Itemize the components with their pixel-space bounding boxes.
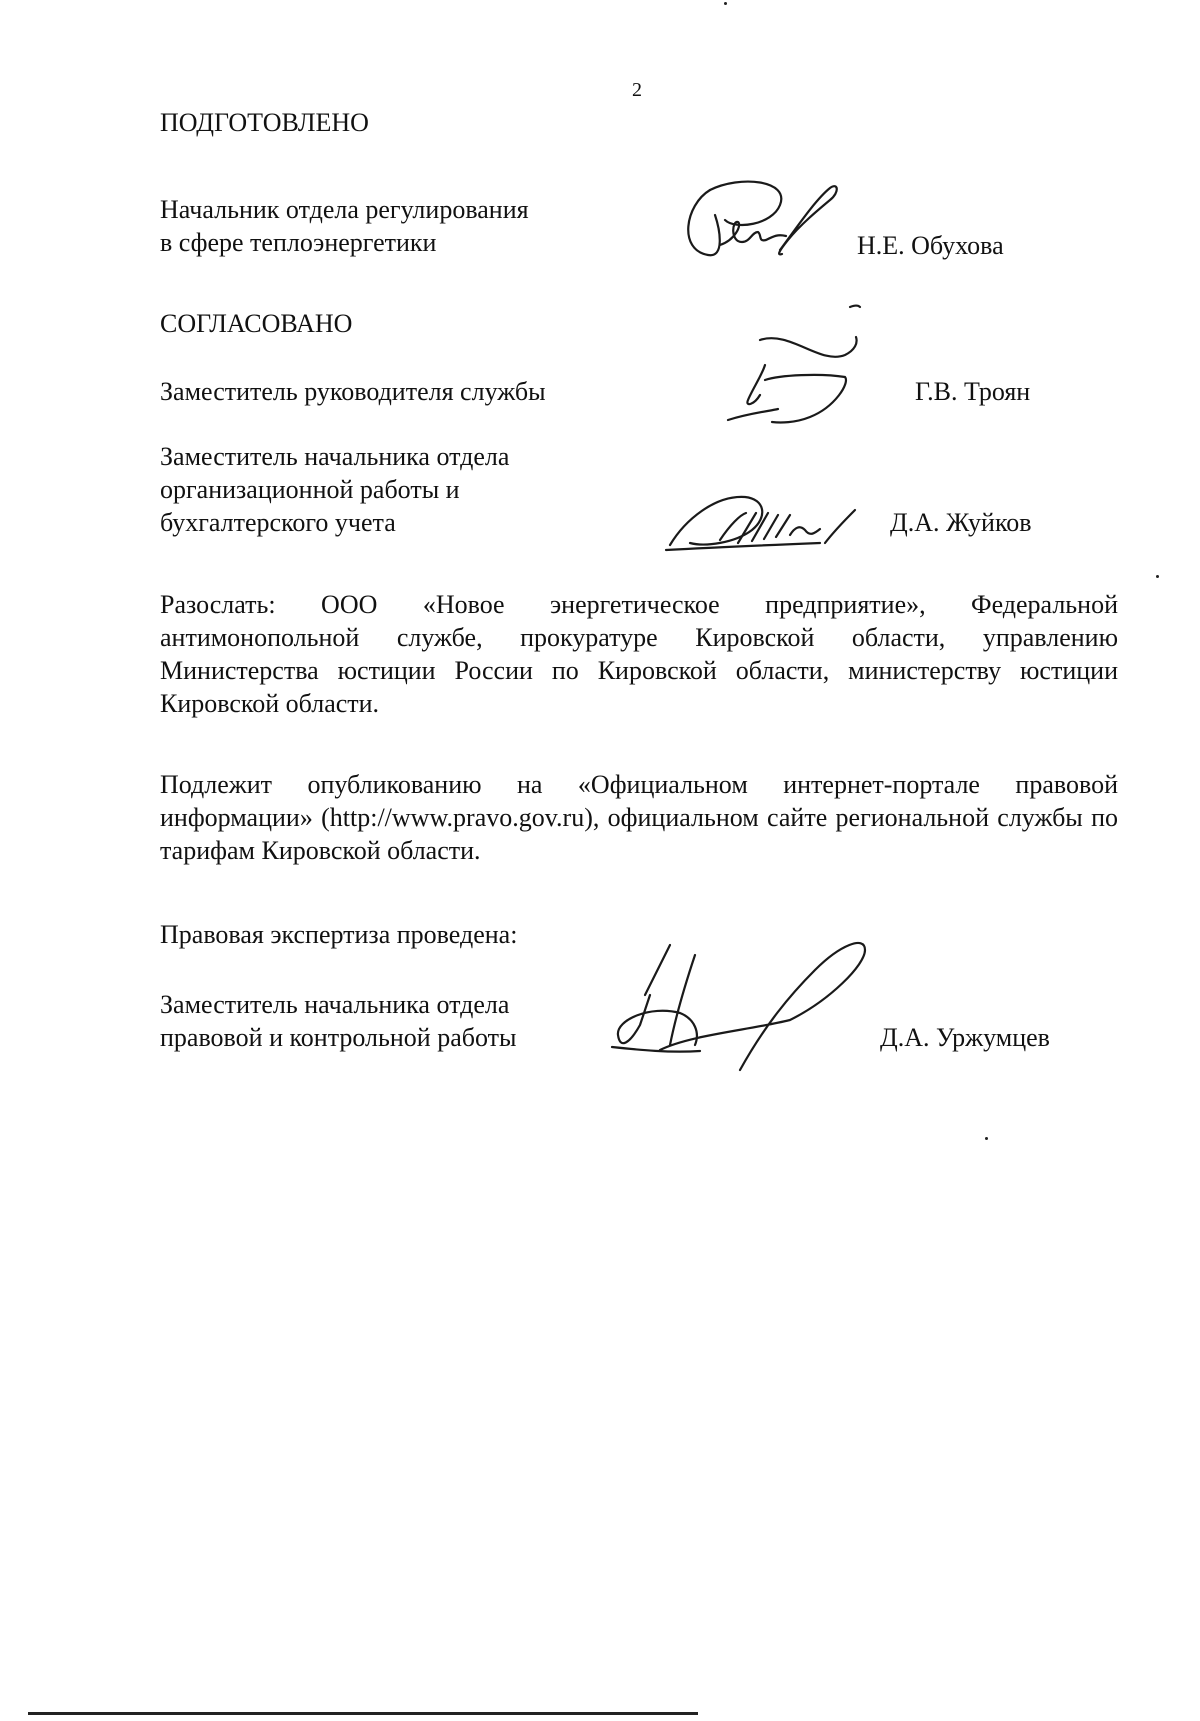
- scan-bottom-edge-line: [28, 1712, 698, 1715]
- legal-review-heading: Правовая экспертиза проведена:: [160, 920, 518, 949]
- prepared-name: Н.Е. Обухова: [857, 231, 1004, 260]
- agreed-signer-1-name: Г.В. Троян: [915, 377, 1031, 406]
- publication-paragraph: Подлежит опубликованию на «Официальном интернет-портале правовой информации» (http://www.pravo.gov.ru), официальном сайте региональной службы по тарифам Кировской области.: [160, 770, 1118, 865]
- scan-speck: [985, 1137, 988, 1140]
- agreed-heading: СОГЛАСОВАНО: [160, 309, 353, 338]
- prepared-heading: ПОДГОТОВЛЕНО: [160, 108, 369, 137]
- signature-zhuikov: [660, 485, 880, 565]
- prepared-position-line-1: Начальник отдела регулирования: [160, 195, 529, 224]
- agreed-signer-2-name: Д.А. Жуйков: [890, 508, 1032, 537]
- agreed-signer-2-position-line-3: бухгалтерского учета: [160, 508, 396, 537]
- scan-speck: [1156, 575, 1159, 578]
- agreed-signer-2-position-line-1: Заместитель начальника отдела: [160, 442, 510, 471]
- legal-review-name: Д.А. Уржумцев: [880, 1023, 1050, 1052]
- legal-review-position-line-1: Заместитель начальника отдела: [160, 990, 510, 1019]
- agreed-signer-1-position: Заместитель руководителя службы: [160, 377, 546, 406]
- agreed-signer-2-position-line-2: организационной работы и: [160, 475, 460, 504]
- legal-review-position-line-2: правовой и контрольной работы: [160, 1023, 517, 1052]
- signature-troyan: [710, 295, 880, 445]
- signature-obukhova: [680, 170, 880, 270]
- scan-speck: [724, 2, 727, 5]
- prepared-position-line-2: в сфере теплоэнергетики: [160, 228, 437, 257]
- page-number: 2: [632, 79, 642, 101]
- signature-urzhumtsev: [600, 925, 880, 1075]
- distribution-paragraph: Разослать: ООО «Новое энергетическое предприятие», Федеральной антимонопольной службе, прокуратуре Кировской области, управлению Министерства юстиции России по Кировской области, министерству юстиции Кировской области.: [160, 590, 1118, 718]
